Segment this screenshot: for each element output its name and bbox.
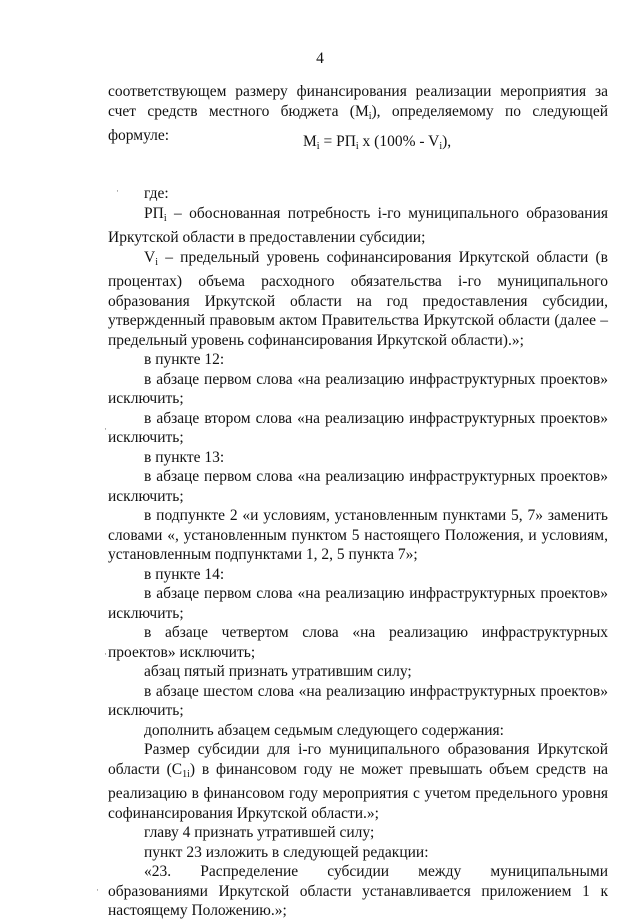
definition-v: $V_i$ – предельный уровень софинансирования Иркутской области (в процентах) объема расходного обязательства i-го муниципального образования Иркутской области на год предоставления субсидии, утвержденный правовым актом Правительства Иркутской области (далее – предельный уровень софинансирования Иркутской области).»;	[108, 248, 608, 349]
amendment-paragraph: в пункте 13:	[144, 448, 225, 466]
amendment-paragraph: в абзаце четвертом слова «на реализацию инфраструктурных проектов» исключить;	[108, 624, 608, 661]
closing-paragraph: главу 4 признать утратившей силу;	[144, 824, 375, 841]
scan-dot: ·	[116, 186, 119, 196]
scan-dot: ·	[104, 424, 107, 434]
closing-paragraph: пункт 23 изложить в следующей редакции:	[144, 843, 429, 861]
amendment-paragraph: в абзаце первом слова «на реализацию инфраструктурных проектов» исключить;	[108, 585, 608, 622]
amendment-paragraph: в абзаце первом слова «на реализацию инфраструктурных проектов» исключить;	[108, 468, 608, 505]
amendment-paragraph: абзац пятый признать утратившим силу;	[144, 663, 412, 680]
scan-dot: ·	[96, 885, 99, 895]
formula: $M_i = РП_i$ x $(100\% - V_i)$,	[303, 133, 452, 152]
amendment-paragraph: в абзаце шестом слова «на реализацию инфраструктурных проектов» исключить;	[108, 682, 608, 719]
amendment-paragraph: дополнить абзацем седьмым следующего содержания:	[144, 721, 504, 739]
amendment-paragraph: в пункте 12:	[144, 351, 225, 368]
amendment-paragraph: в пункте 14:	[144, 565, 225, 583]
page-number: 4	[316, 50, 324, 67]
where-label: где:	[144, 185, 169, 202]
amendment-paragraph: в подпункте 2 «и условиям, установленным пунктами 5, 7» заменить словами «, установленным пунктом 5 настоящего Положения, и условиям, установленным подпунктами 1, 2, 5 пункта 7»;	[108, 507, 608, 563]
subsidy-paragraph: Размер субсидии для i-го муниципального образования Иркутской области $(C_{1i})$ в финансовом году не может превышать объем средств на реализацию в финансовом году мероприятия с учетом предельного уровня софинансирования Иркутской области.»;	[108, 741, 608, 822]
closing-paragraph: «23. Распределение субсидии между муниципальными образованиями Иркутской области устанавливается приложением 1 к настоящему Положению.»;	[108, 863, 608, 919]
intro-text: соответствующем размеру финансирования реализации мероприятия за счет средств местного бюджета $(M_i)$, определяемому по следующей формуле:	[108, 83, 608, 144]
scan-dot: ·	[104, 649, 107, 659]
amendment-paragraph: в абзаце первом слова «на реализацию инфраструктурных проектов» исключить;	[108, 370, 608, 407]
body-text	[108, 184, 608, 921]
definition-rp: $РП_i$ – обоснованная потребность i-го муниципального образования Иркутской области в предоставлении субсидии;	[108, 204, 608, 246]
amendment-paragraph: в абзаце втором слова «на реализацию инфраструктурных проектов» исключить;	[108, 409, 608, 446]
